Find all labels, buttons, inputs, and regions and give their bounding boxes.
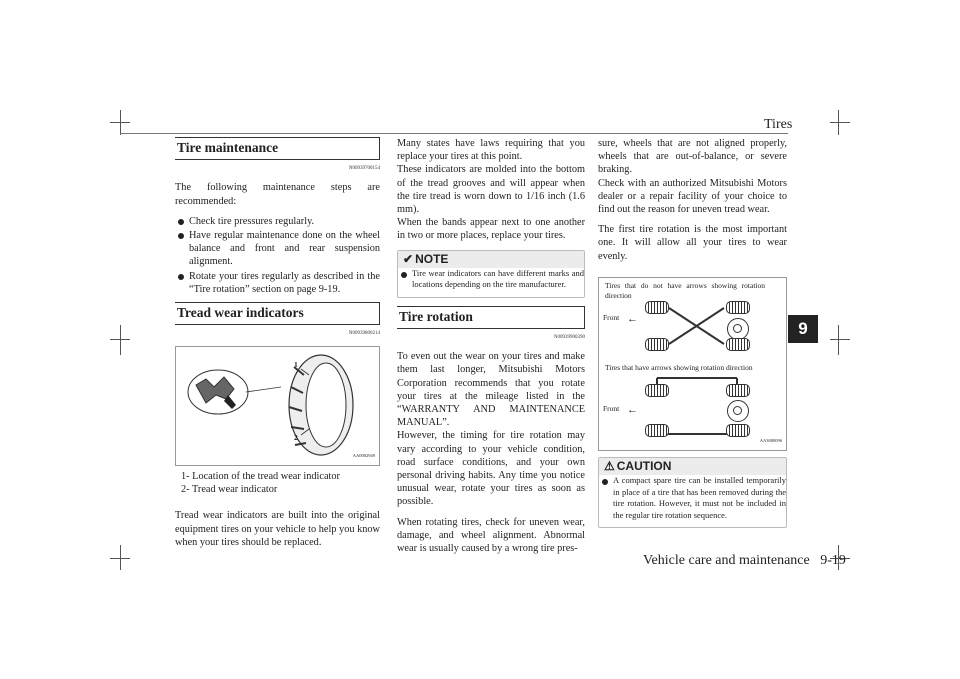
caution-title — [599, 458, 786, 475]
paragraph: However, the timing for tire rotation may vary according to your vehicle condition, road surface conditions, and your own personal driving habits. Any time you notice unusual wear, rotate your tires as soon as possible. — [397, 430, 585, 508]
list-item: Have regular maintenance done on the wheel balance and front and rear suspension alignment. — [175, 229, 380, 269]
page-footer: Vehicle care and maintenance 9-19 — [643, 553, 846, 568]
tread-wear-figure — [175, 346, 380, 466]
figure-caption-1: 1- Location of the tread wear indicator — [181, 471, 340, 483]
tread-wear-text: Tread wear indicators are built into the original equipment tires on your vehicle to help you know when your tires should be replaced. — [175, 510, 380, 548]
tire-rotation-figure — [598, 277, 787, 451]
crop-mark — [830, 122, 850, 123]
section-code: N00939700154 — [348, 166, 380, 172]
paragraph: Many states have laws requiring that you replace your tires at this point. — [397, 138, 585, 163]
page-header-title: Tires — [764, 117, 793, 132]
header-rule — [120, 133, 788, 134]
tire-icon — [726, 384, 750, 397]
figure-code: AA3000096 — [759, 437, 782, 443]
crop-mark — [120, 325, 121, 355]
paragraph: When the bands appear next to one another in two or more places, replace your tires. — [397, 217, 585, 242]
list-item: Check tire pressures regularly. — [175, 215, 380, 228]
rotation-label-2: Tires that have arrows showing rotation direction — [605, 362, 753, 372]
section-code: N00939800214 — [348, 331, 380, 337]
caution-title-text: CAUTION — [616, 458, 672, 473]
spare-tire-icon — [727, 400, 749, 422]
front-label-2: Front — [603, 403, 620, 413]
chapter-tab: 9 — [788, 315, 818, 343]
callout-2: 2 — [294, 433, 298, 443]
crop-mark — [110, 339, 130, 340]
column-3 — [598, 137, 787, 536]
paragraph: The first tire rotation is the most important one. It will allow all your tires to wear evenly. — [598, 224, 787, 262]
note-list — [398, 268, 584, 291]
paragraph: To even out the wear on your tires and make them last longer, Mitsubishi Motors Corporation recommends that you rotate your tires at the mileage listed in the “WARRANTY AND MAINTENANCE MANUAL”. — [397, 351, 585, 429]
tread-illustration — [176, 347, 379, 465]
paragraph: When rotating tires, check for uneven wear, damage, and wheel alignment. Abnormal wear is usually caused by a wrong tire pres- — [397, 516, 585, 555]
warning-triangle-icon: ⚠ — [604, 458, 615, 473]
section-code: N00939900390 — [553, 335, 585, 341]
crop-mark — [830, 339, 850, 340]
crop-mark — [110, 122, 130, 123]
paragraph: sure, wheels that are not aligned properly, wheels that are out-of-balance, or severe braking. — [598, 138, 787, 176]
intro-text: The following maintenance steps are recommended: — [175, 182, 380, 207]
list-item: Tire wear indicators can have different marks and locations depending on the tire manufacturer. — [398, 268, 584, 291]
callout-1: 1 — [294, 360, 298, 370]
section-heading-tread-wear: Tread wear indicators — [175, 302, 380, 325]
front-label-1: Front — [603, 312, 620, 322]
tire-icon — [726, 424, 750, 437]
caution-box — [598, 457, 787, 528]
list-item: Rotate your tires regularly as described in the “Tire rotation” section on page 9-19. — [175, 270, 380, 296]
caution-list — [599, 475, 786, 521]
note-title — [398, 251, 584, 268]
column-2 — [397, 137, 585, 562]
arrow-left-icon: ← — [627, 312, 638, 325]
figure-code: AA0002949 — [352, 453, 375, 459]
section-heading-tire-maintenance: Tire maintenance — [175, 137, 380, 160]
section-heading-tire-rotation: Tire rotation — [397, 306, 585, 329]
crop-mark — [838, 325, 839, 355]
paragraph: These indicators are molded into the bottom of the tread grooves and will appear when the tire tread is worn down to 1/16 inch (1.6 mm). — [397, 164, 585, 216]
tire-icon — [645, 384, 669, 397]
rotation-label-1: Tires that do not have arrows showing rotation direction — [605, 280, 765, 300]
figure-caption-2: 2- Tread wear indicator — [181, 484, 278, 496]
crop-mark — [110, 558, 130, 559]
tire-icon — [645, 424, 669, 437]
note-box — [397, 250, 585, 298]
paragraph: Check with an authorized Mitsubishi Motors dealer or a repair facility of your choice to find out the reason for uneven tread wear. — [598, 177, 787, 216]
list-item: A compact spare tire can be installed temporarily in place of a tire that has been removed during the tire rotation. However, it must not be included in the regular tire rotation sequence. — [599, 475, 786, 521]
maintenance-list — [175, 215, 380, 296]
note-icon: ✔ — [403, 251, 414, 266]
note-title-text: NOTE — [415, 251, 449, 266]
arrow-left-icon: ← — [627, 403, 638, 416]
column-1 — [175, 137, 380, 556]
